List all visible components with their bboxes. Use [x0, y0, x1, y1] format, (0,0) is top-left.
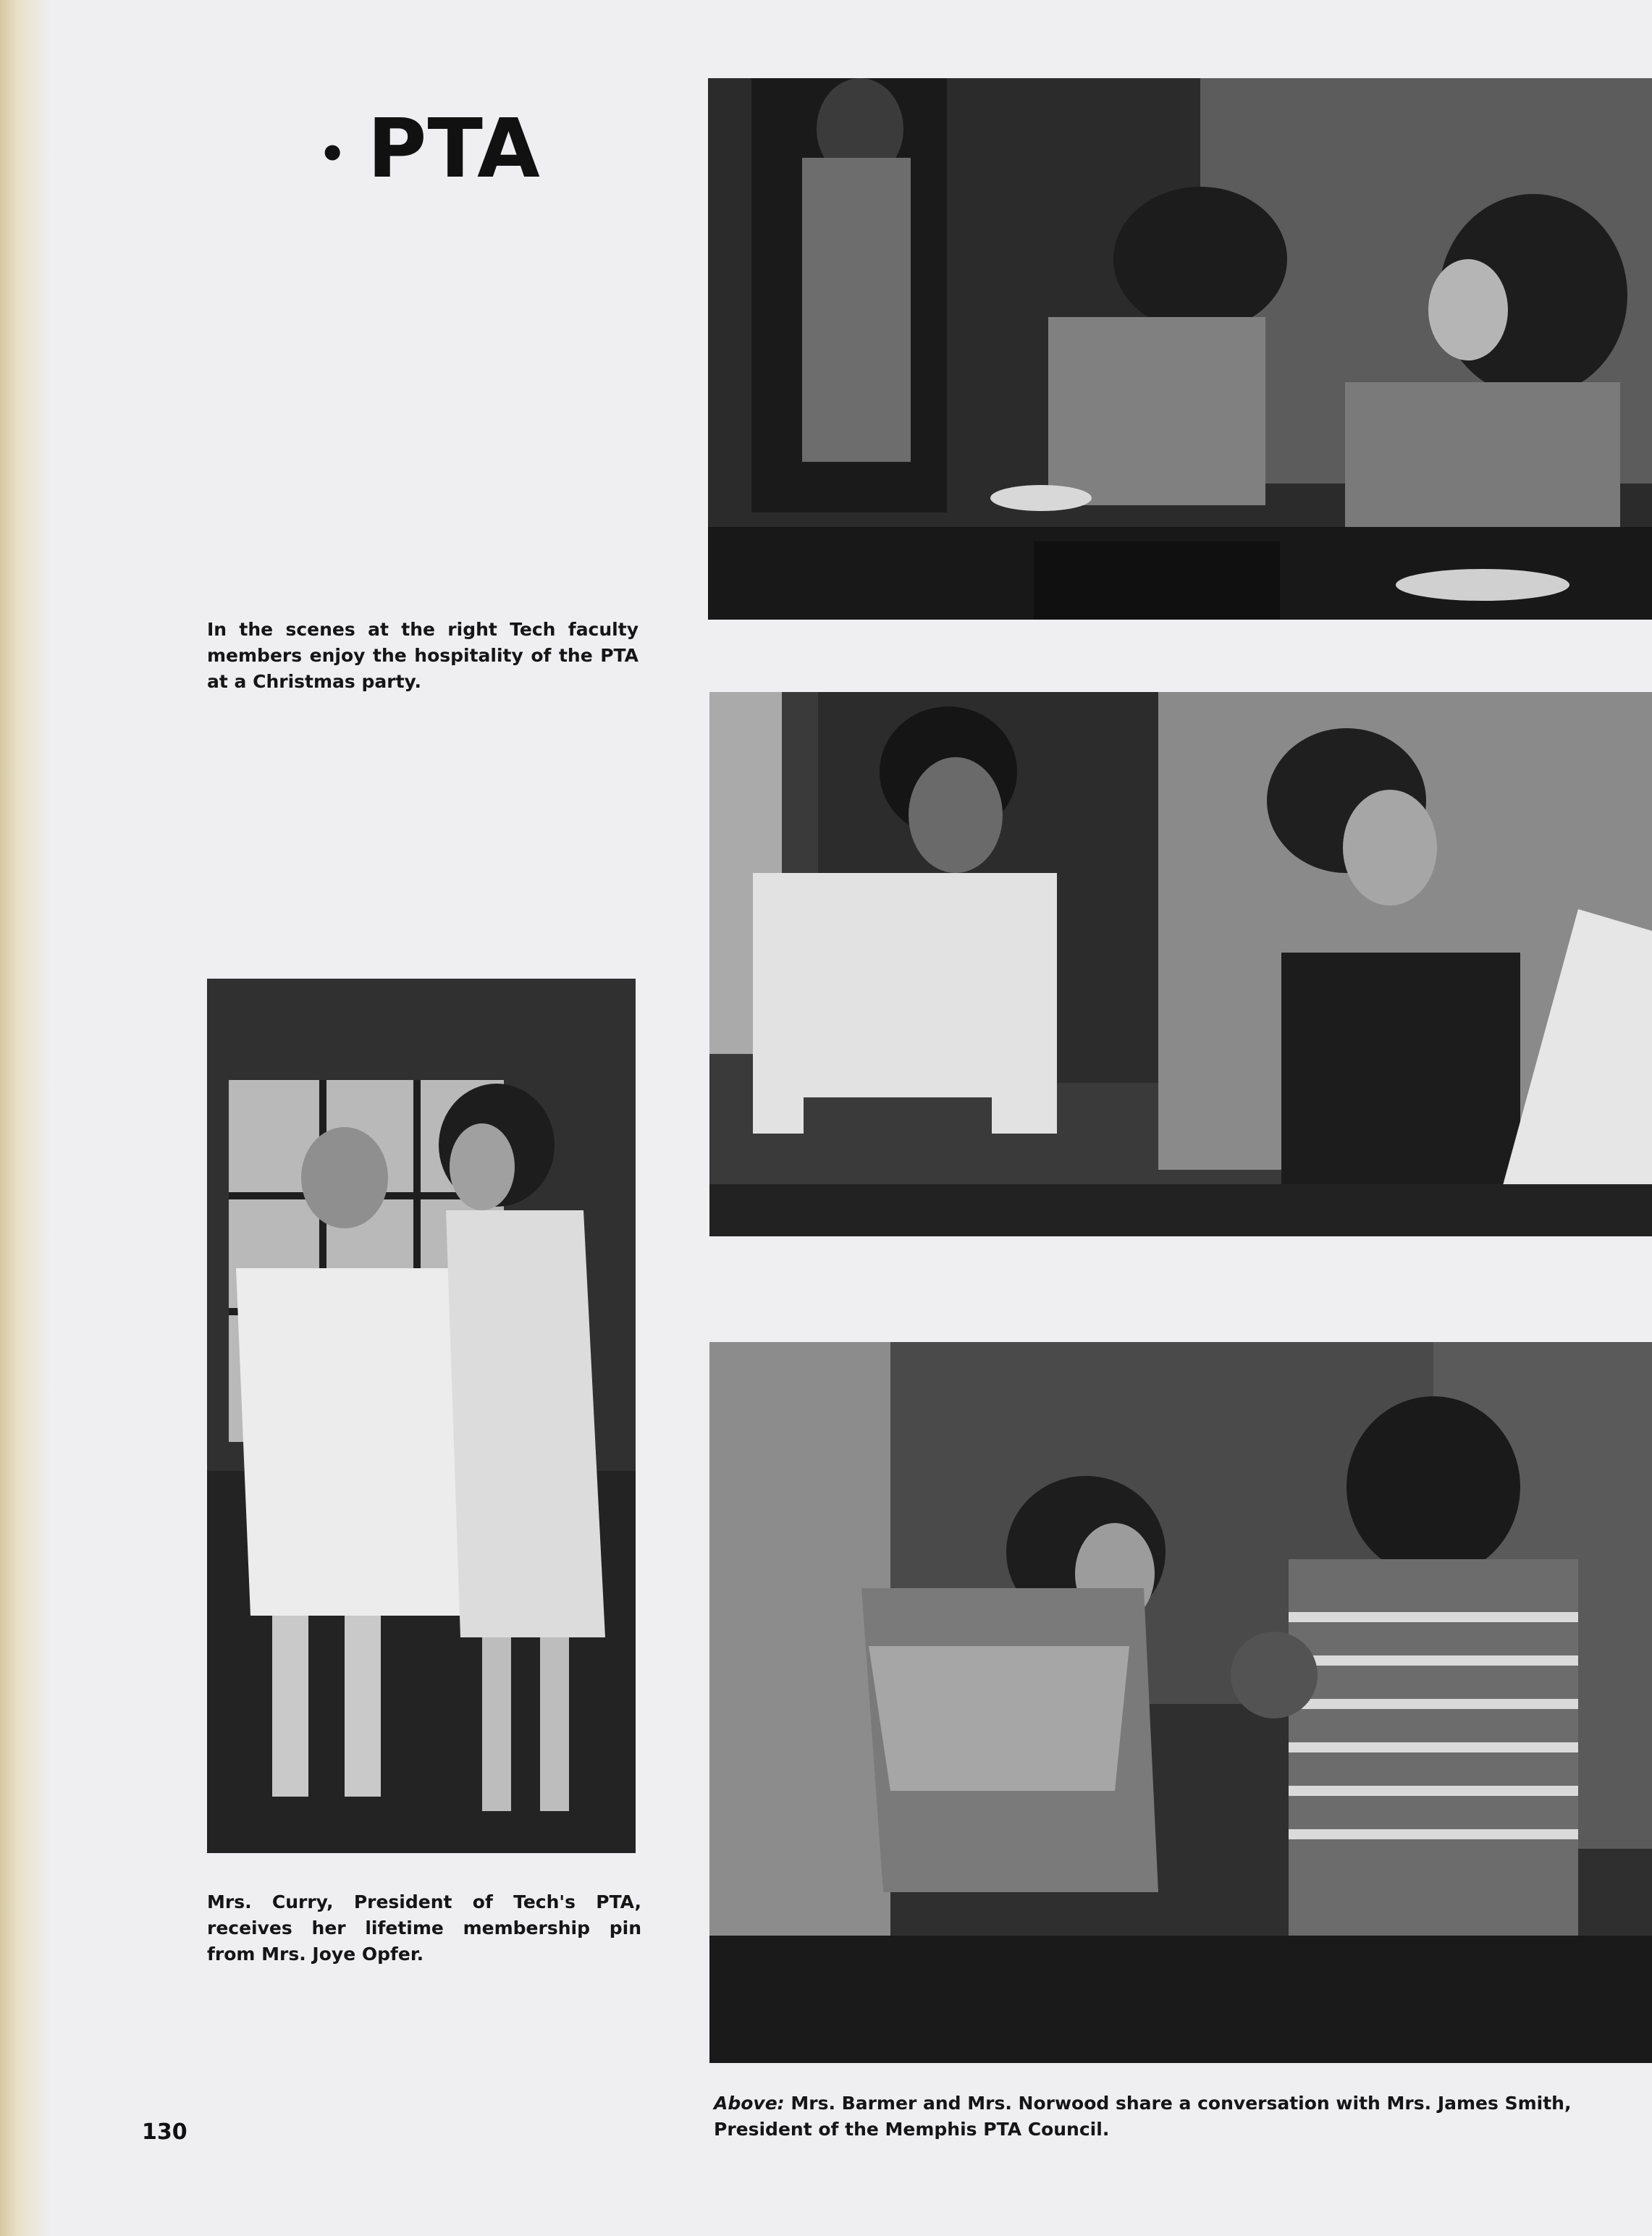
photo-party-table [708, 78, 1652, 620]
caption-pin-presentation: Mrs. Curry, President of Tech's PTA, receives her lifetime membership pin from Mrs. Joye Opfer. [207, 1891, 641, 1965]
photo-conversation [709, 1342, 1652, 2063]
book-spine-edge [0, 0, 51, 2236]
caption-conversation [714, 2091, 1652, 2143]
page-title [319, 102, 541, 196]
caption-above-text: Mrs. Barmer and Mrs. Norwood share a conversation with Mrs. James Smith, President of the Memphis PTA Council. [714, 2093, 1572, 2140]
page-number: 130 [142, 2119, 187, 2145]
caption-christmas-party: In the scenes at the right Tech faculty members enjoy the hospitality of the PTA at a Christmas party. [207, 619, 639, 692]
page-title-text: PTA [367, 102, 541, 196]
photo-christmas-tree [709, 692, 1652, 1236]
title-bullet: • [319, 129, 347, 180]
caption-above-label: Above: [714, 2093, 785, 2114]
photo-pin-presentation [207, 979, 636, 1853]
